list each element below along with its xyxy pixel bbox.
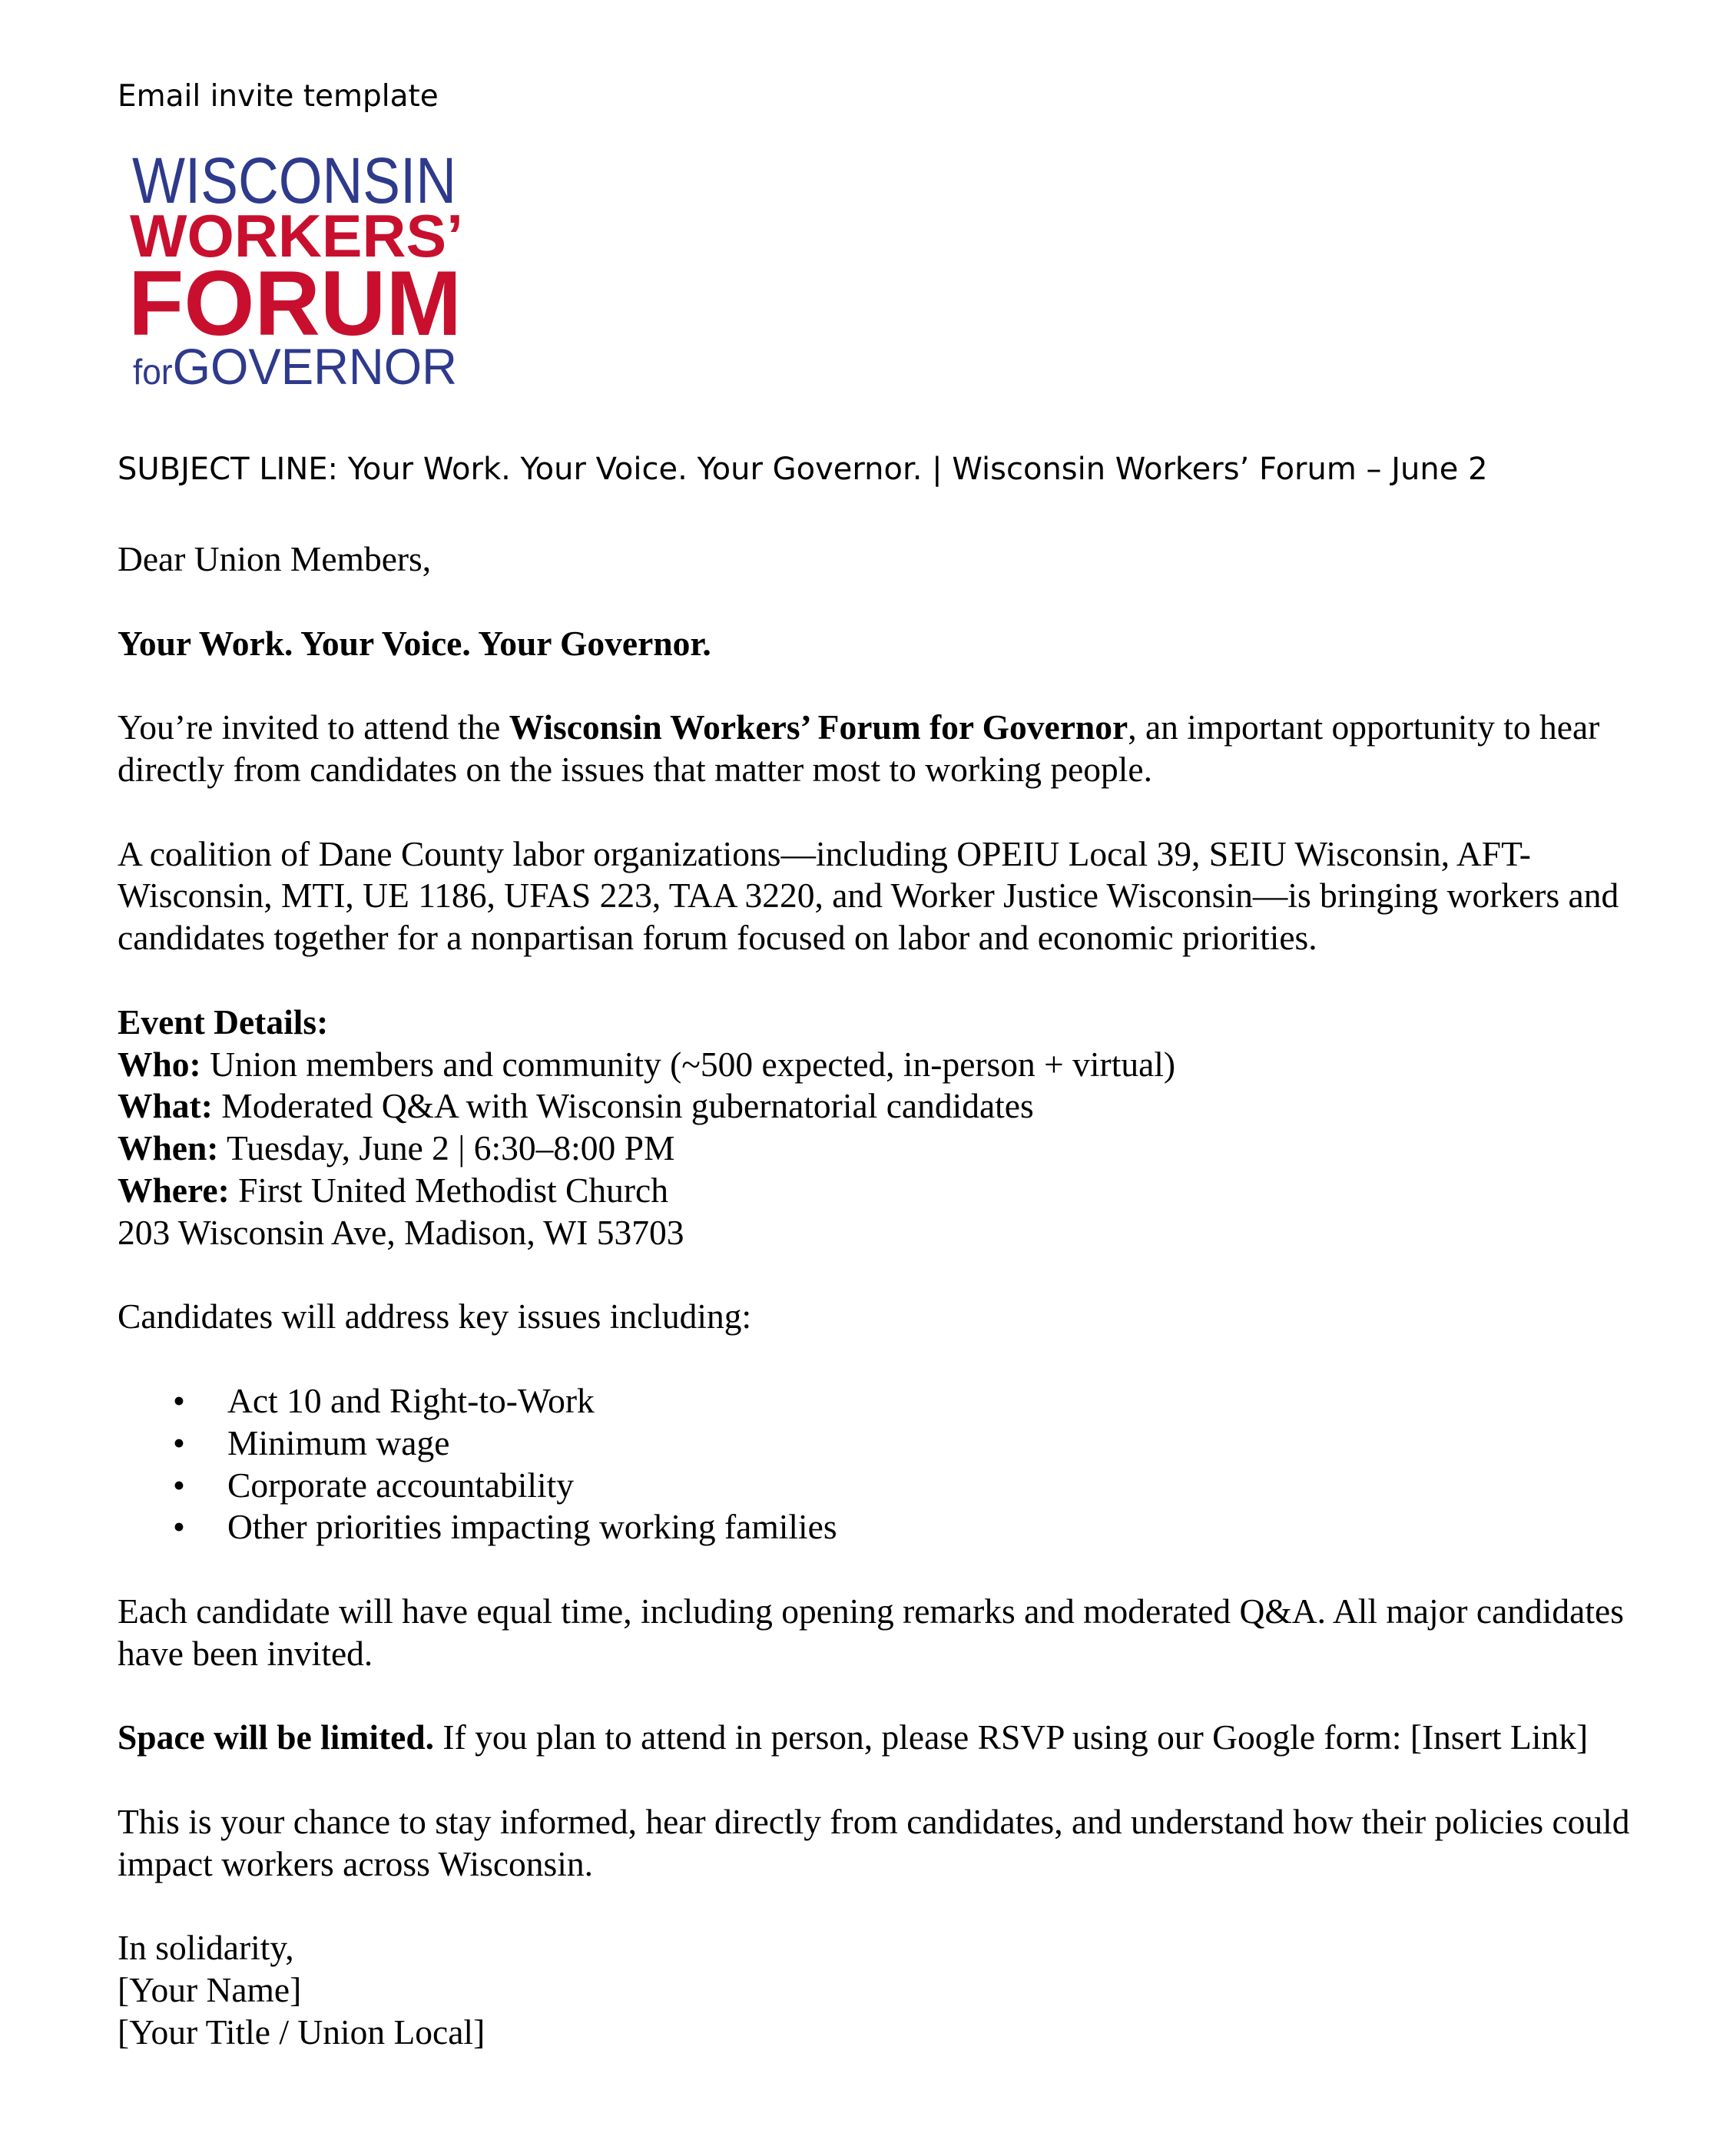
headline-text: Your Work. Your Voice. Your Governor. [118,623,711,663]
logo-line-for-governor [133,338,469,395]
event-what [118,1085,1646,1128]
bullet-icon: • [173,1507,185,1547]
list-item [118,1380,1646,1422]
coalition-paragraph: A coalition of Dane County labor organizations—including OPEIU Local 39, SEIU Wisconsin, AFT-Wisconsin, MTI, UE 1186, UFAS 223, TAA 3220, and Worker Justice Wisconsin—is bringing workers and candidates together for a nonpartisan forum focused on labor and economic priorities. [118,833,1619,958]
logo-line-forum: FORUM [128,252,462,355]
equal-time-paragraph: Each candidate will have equal time, including opening remarks and moderated Q&A. All major candidates have been invited. [118,1591,1624,1673]
rsvp-paragraph [118,1717,1646,1759]
list-item [118,1422,1646,1465]
event-details-heading [118,1002,1646,1044]
subject-line: SUBJECT LINE: Your Work. Your Voice. Your Governor. | Wisconsin Workers’ Forum – June 2 [118,452,1488,487]
event-when-label: When: [118,1128,219,1168]
event-who-value: Union members and community (~500 expected, in-person + virtual) [200,1044,1176,1084]
list-item [118,1506,1646,1548]
intro-event-name: Wisconsin Workers’ Forum for Governor [509,707,1128,747]
event-details [118,1002,1646,1254]
intro-after: , an important opportunity to hear directly from candidates on the issues that matter most to working people. [118,707,1600,789]
event-what-label: What: [118,1086,213,1126]
issue-text: Act 10 and Right-to-Work [227,1380,595,1420]
list-item [118,1465,1646,1507]
headline [118,623,1646,665]
issue-text: Corporate accountability [227,1465,575,1505]
logo-word-governor: GOVERNOR [172,338,469,395]
bullet-icon: • [173,1465,185,1505]
signature-block [118,1927,1646,2053]
event-details-heading-text: Event Details: [118,1002,329,1042]
rsvp-emphasis: Space will be limited. [118,1717,435,1757]
event-when [118,1128,1646,1170]
logo-line-workers: WORKERS’ [130,202,463,270]
intro-paragraph [118,707,1646,791]
closing-paragraph: This is your chance to stay informed, hear directly from candidates, and understand how their policies could impact workers across Wisconsin. [118,1801,1630,1883]
signoff: In solidarity, [118,1928,294,1968]
event-where-value: First United Methodist Church [229,1170,668,1210]
event-who [118,1044,1646,1086]
event-address: 203 Wisconsin Ave, Madison, WI 53703 [118,1212,684,1252]
name-placeholder: [Your Name] [118,1970,302,2010]
issues-list [118,1380,1646,1548]
intro-before: You’re invited to attend the [118,707,509,747]
logo-word-for: for [133,352,174,392]
issue-text: Minimum wage [227,1422,450,1462]
issue-text: Other priorities impacting working families [227,1507,837,1547]
bullet-icon: • [173,1380,185,1420]
email-body [118,538,1646,2054]
greeting: Dear Union Members, [118,539,432,578]
event-where [118,1170,1646,1212]
bullet-icon: • [173,1422,185,1462]
issues-intro: Candidates will address key issues including: [118,1297,752,1336]
event-when-value: Tuesday, June 2 | 6:30–8:00 PM [218,1128,675,1168]
logo-graphic [128,144,469,395]
rsvp-text: If you plan to attend in person, please RSVP using our Google form: [Insert Link] [434,1717,1589,1757]
logo-line-wisconsin: WISCONSIN [132,144,456,217]
event-who-label: Who: [118,1044,201,1084]
document-label: Email invite template [118,79,439,114]
event-what-value: Moderated Q&A with Wisconsin gubernatorial candidates [212,1086,1034,1126]
title-placeholder: [Your Title / Union Local] [118,2012,485,2052]
event-where-label: Where: [118,1170,230,1210]
wisconsin-workers-forum-logo [128,144,469,395]
